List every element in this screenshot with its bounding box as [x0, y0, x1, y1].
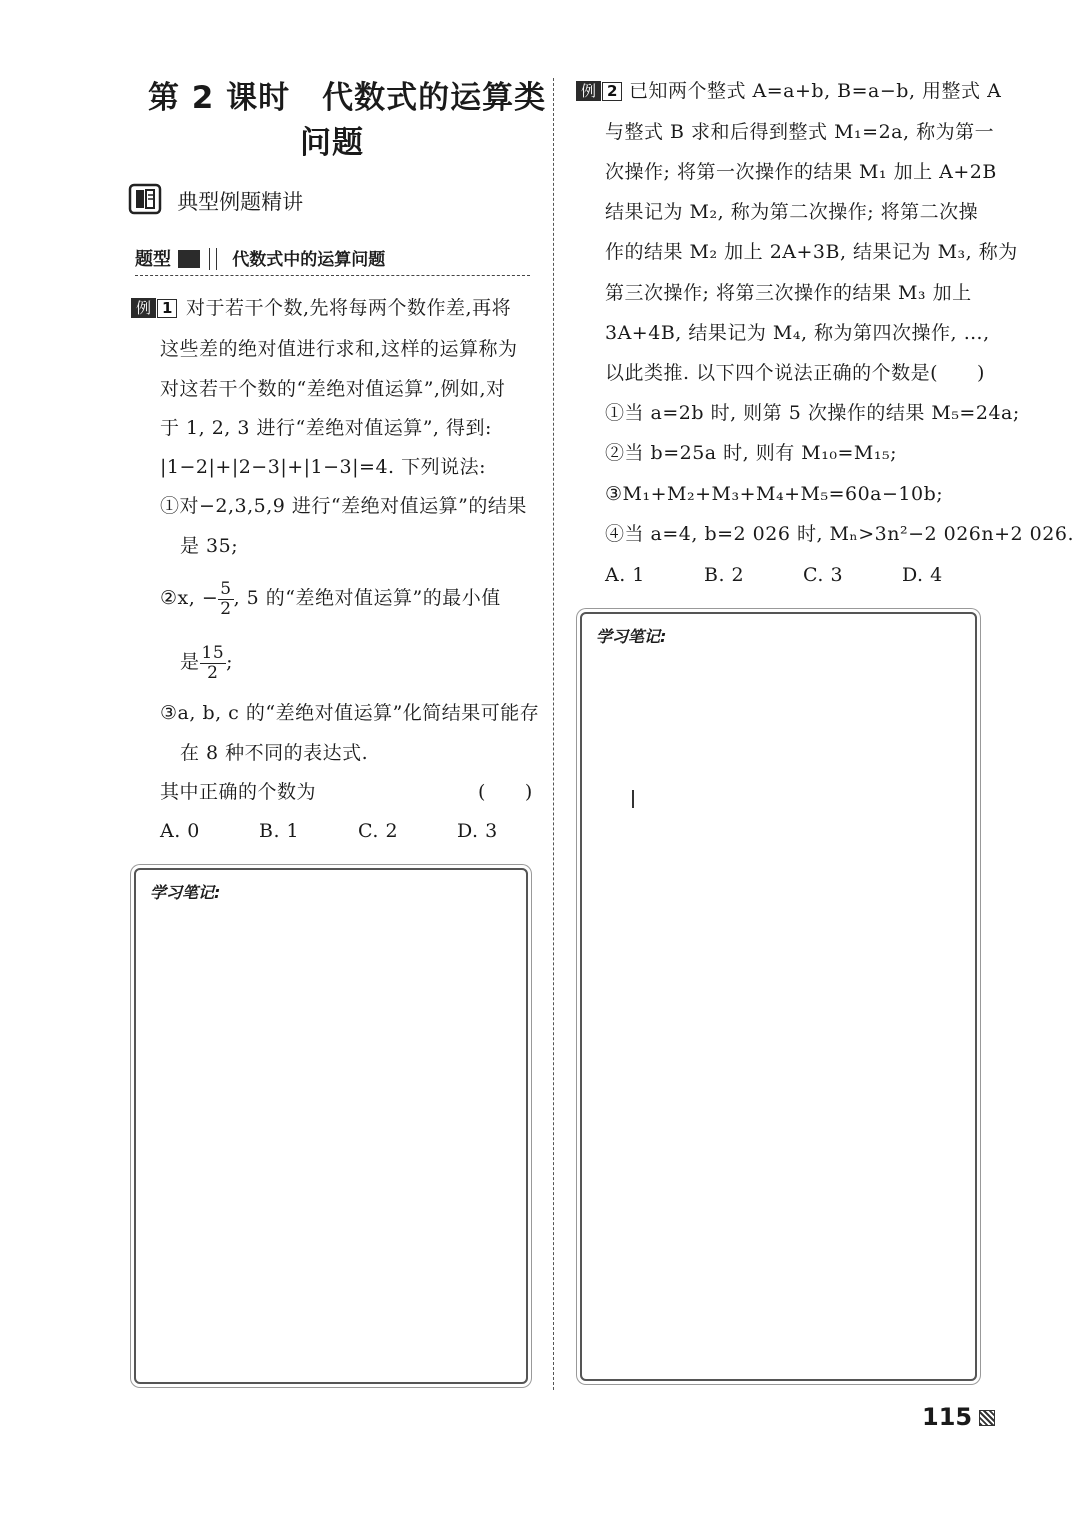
example2-tag [576, 80, 622, 101]
frac-denominator: 2 [207, 662, 219, 683]
text-cursor [632, 790, 634, 808]
option-c[interactable]: C. 3 [803, 564, 844, 586]
example2-line: 3A+4B, 结果记为 M₄, 称为第四次操作, …, [605, 322, 990, 344]
example1-line: 于 1, 2, 3 进行“差绝对值运算”, 得到: [160, 417, 492, 439]
example1-item3: ③a, b, c 的“差绝对值运算”化简结果可能存 [160, 702, 540, 724]
page-title-line2: 问题 [300, 125, 364, 161]
type-label: 代数式中的运算问题 [232, 250, 386, 270]
example2-line: 第三次操作; 将第三次操作的结果 M₃ 加上 [605, 282, 972, 304]
example1-question: 其中正确的个数为 [160, 781, 317, 803]
option-b[interactable]: B. 1 [259, 820, 300, 842]
example2-line: 次操作; 将第一次操作的结果 M₁ 加上 A+2B [605, 161, 997, 183]
item2-pre: ②x, − [160, 587, 219, 609]
example2-tag-number: 2 [602, 82, 622, 101]
fraction-fifteen-halves [200, 644, 227, 683]
example2-line: 结果记为 M₂, 称为第二次操作; 将第二次操 [605, 201, 979, 223]
example2-line: 作的结果 M₂ 加上 2A+3B, 结果记为 M₃, 称为 [605, 241, 1018, 263]
option-a[interactable]: A. 0 [160, 820, 200, 842]
type-prefix: 题型 [135, 249, 171, 270]
item2-post: , 5 的“差绝对值运算”的最小值 [233, 587, 501, 609]
example1-line: 是 35; [180, 535, 239, 557]
type-number-icon [178, 250, 200, 268]
example2-line: 已知两个整式 A=a+b, B=a−b, 用整式 A [629, 80, 1002, 102]
frac-numerator: 15 [201, 642, 225, 663]
frac-numerator: 5 [220, 578, 232, 599]
page-number: 115 [922, 1403, 995, 1431]
section-label: 典型例题精讲 [177, 190, 304, 214]
example1-tag-label: 例 [131, 298, 156, 318]
option-a[interactable]: A. 1 [605, 564, 645, 586]
column-divider [553, 78, 554, 1390]
book-icon [128, 183, 162, 219]
section-header [128, 183, 303, 217]
example1-line: ①对−2,3,5,9 进行“差绝对值运算”的结果 [160, 495, 527, 517]
example2-statement: ②当 b=25a 时, 则有 M₁₀=M₁₅; [605, 442, 897, 464]
example1-answer-paren: ( ) [478, 781, 533, 803]
fraction-five-halves [218, 580, 233, 619]
example1-line: 这些差的绝对值进行求和,这样的运算称为 [160, 338, 518, 360]
option-d[interactable]: D. 4 [902, 564, 943, 586]
item2-cont-post: ; [226, 651, 234, 673]
example1-options [160, 818, 556, 844]
example1-tag [131, 297, 177, 318]
item2-cont-pre: 是 [180, 651, 200, 673]
frac-denominator: 2 [220, 598, 232, 619]
example2-statement: ④当 a=4, b=2 026 时, Mₙ>3n²−2 026n+2 026. [605, 523, 1074, 545]
type-separator [209, 248, 217, 270]
example1-line: 对于若干个数,先将每两个数作差,再将 [186, 297, 512, 319]
example2-line: 与整式 B 求和后得到整式 M₁=2a, 称为第一 [605, 121, 995, 143]
type-header [135, 245, 530, 275]
example1-tag-number: 1 [157, 299, 177, 318]
type-underline [135, 275, 530, 276]
example2-statement: ③M₁+M₂+M₃+M₄+M₅=60a−10b; [605, 483, 944, 505]
study-notes-box[interactable] [580, 612, 977, 1381]
example2-statement: ①当 a=2b 时, 则第 5 次操作的结果 M₅=24a; [605, 402, 1020, 424]
study-notes-label: 学习笔记: [150, 883, 221, 902]
page-title: 第 2 课时 代数式的运算类 [148, 80, 547, 116]
example1-item2 [160, 576, 501, 620]
example2-tag-label: 例 [576, 81, 601, 101]
example2-options [605, 562, 1001, 588]
example1-line: |1−2|+|2−3|+|1−3|=4. 下列说法: [160, 456, 487, 478]
page-ornament-icon [979, 1410, 995, 1426]
option-c[interactable]: C. 2 [358, 820, 399, 842]
option-d[interactable]: D. 3 [457, 820, 498, 842]
example1-item3-cont: 在 8 种不同的表达式. [180, 742, 369, 764]
example2-line: 以此类推. 以下四个说法正确的个数是( ) [605, 362, 985, 384]
study-notes-label: 学习笔记: [596, 627, 667, 646]
example1-line: 对这若干个数的“差绝对值运算”,例如,对 [160, 378, 506, 400]
study-notes-box[interactable] [134, 868, 528, 1384]
option-b[interactable]: B. 2 [704, 564, 745, 586]
example1-item2-cont [180, 640, 233, 684]
